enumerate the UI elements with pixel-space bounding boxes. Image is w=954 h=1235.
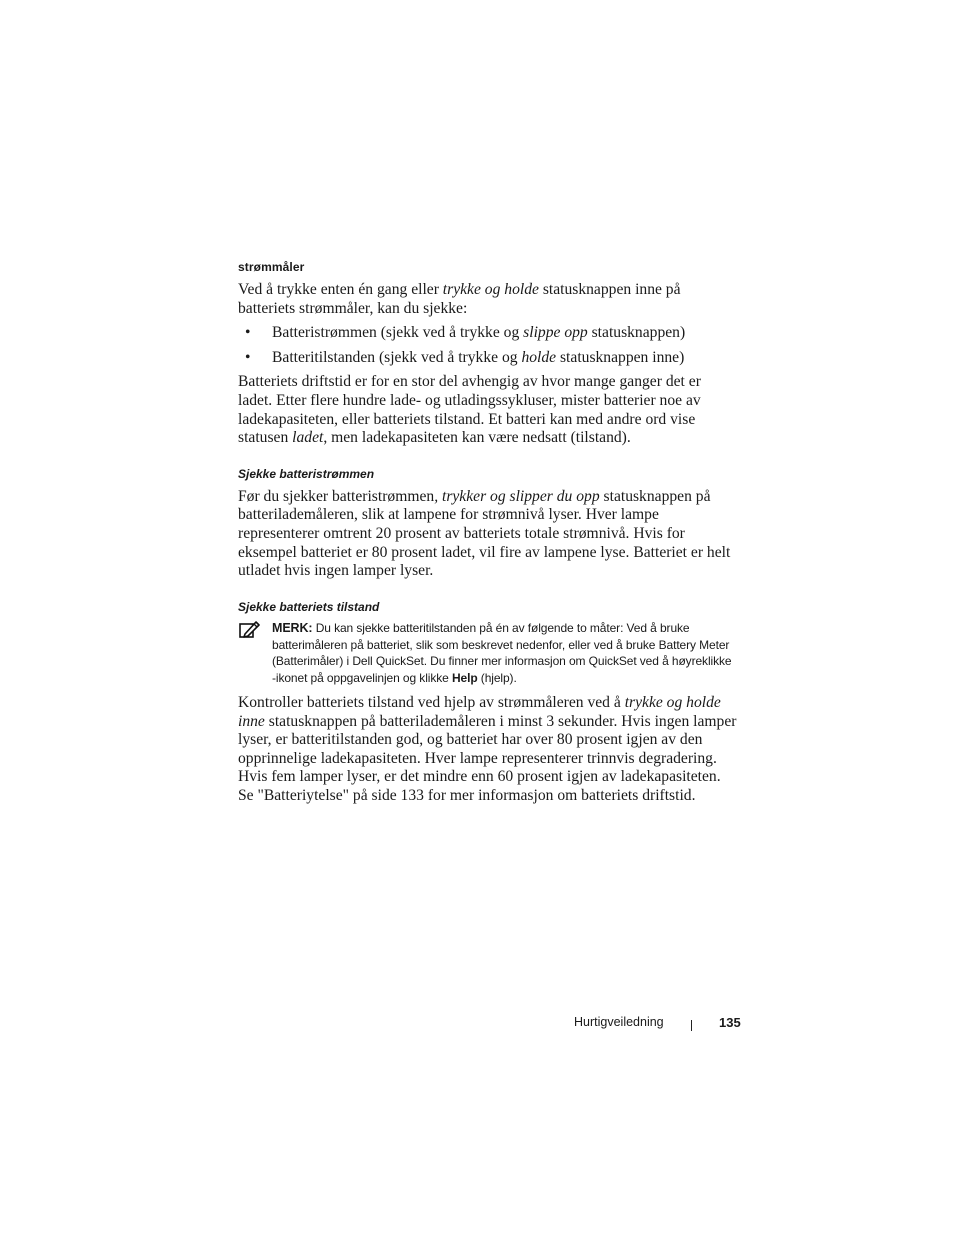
current-text-1: Før du sjekker batteristrømmen — [238, 487, 435, 505]
note-help-bold: Help — [451, 671, 478, 686]
health-text-2: statusknappen på batteriladеmåleren i minst 3 sekunder. Hvis ingen lamper lyser, er batteritilstanden god, og batteriet har over 80 prosent igjen av den opprinnelige ladekapasiteten. Hver lampe representerer trinnvis degradering. Hvis fem lamper lyser, er det mindre enn 60 prosent igjen av ladekapasiteten. Se "Batteriytelse" på side 133 for mer informasjon om batteriets driftstid. — [238, 712, 737, 804]
list-item-text-end: statusknappen) — [587, 324, 686, 342]
section-heading: strømmåler — [238, 260, 305, 274]
lifetime-text-1: Batteriets driftstid er for en stor del avhengig av hvor mange ganger det er ladet. Etter flere hundre lade- og utladingssykluser, mister batterier noe av ladekapasiteten, eller batteriets tilstand. Et batteri kan med andre ord vise statusen — [238, 373, 701, 447]
note-text-1: Du kan sjekke batteritilstanden på én av følgende to måter: Ved å bruke batterimåleren på batteriet, slik som beskrevet nedenfor, eller ved å bruke Battery Meter (Batterimåler) i Dell QuickSet. Du finner mer informasjon om QuickSet ved å høyreklikke -ikonet på oppgavelinjen og klikke — [272, 620, 732, 686]
lifetime-paragraph — [238, 373, 738, 447]
list-item-text: Batteristrømmen (sjekk ved å trykke og — [272, 324, 524, 342]
health-paragraph — [238, 694, 738, 806]
intro-paragraph — [238, 281, 738, 318]
footer-separator — [691, 1020, 692, 1031]
list-item — [238, 349, 738, 368]
bullet-mark: • — [245, 324, 251, 342]
current-paragraph — [238, 488, 738, 581]
list-item — [238, 324, 738, 343]
lifetime-italic: ladet — [292, 429, 324, 447]
note-pencil-icon — [239, 620, 261, 640]
note-box — [238, 620, 738, 687]
page-number: 135 — [719, 1015, 741, 1030]
subheading-check-health: Sjekke batteriets tilstand — [238, 599, 380, 614]
subheading-check-current: Sjekke batteristrømmen — [238, 466, 375, 481]
note-text-2: (hjelp). — [477, 671, 517, 686]
intro-text-1: Ved å trykke enten én gang eller — [238, 281, 443, 298]
lifetime-text-2: , men ladekapasiteten kan være nedsatt (tilstand). — [323, 429, 631, 447]
current-text-2: statusknappen på batterilademåleren, slik at lampene for strømnivå lyser. Hver lampe representerer omtrent 20 prosent av batteriets totale strømnivå. Hvis for eksempel batteriet er 80 prosent ladet, vil fire av lampene lyse. Batteriet er helt utladet hvis ingen lamper lyser. — [238, 487, 731, 580]
intro-text-2: statusknappen inne på batteriets strømmåler, kan du sjekke: — [238, 281, 681, 317]
list-item-text: Batteritilstanden (sjekk ved å trykke og — [272, 348, 522, 366]
check-list — [238, 324, 738, 367]
bullet-mark: • — [245, 348, 251, 366]
intro-italic: trykke og holde — [442, 281, 539, 298]
current-italic: , trykker og slipper du opp — [434, 487, 600, 505]
list-item-text-end: statusknappen inne) — [556, 348, 685, 366]
footer-title: Hurtigveiledning — [574, 1015, 664, 1029]
health-italic: trykke og holde inne — [238, 693, 721, 730]
list-item-italic: holde — [521, 348, 557, 366]
page-content — [238, 259, 738, 805]
note-label: MERK: — [272, 620, 313, 635]
health-text-1: Kontroller batteriets tilstand ved hjelp av strømmåleren ved å — [238, 693, 625, 711]
list-item-italic: slippe opp — [523, 324, 588, 342]
